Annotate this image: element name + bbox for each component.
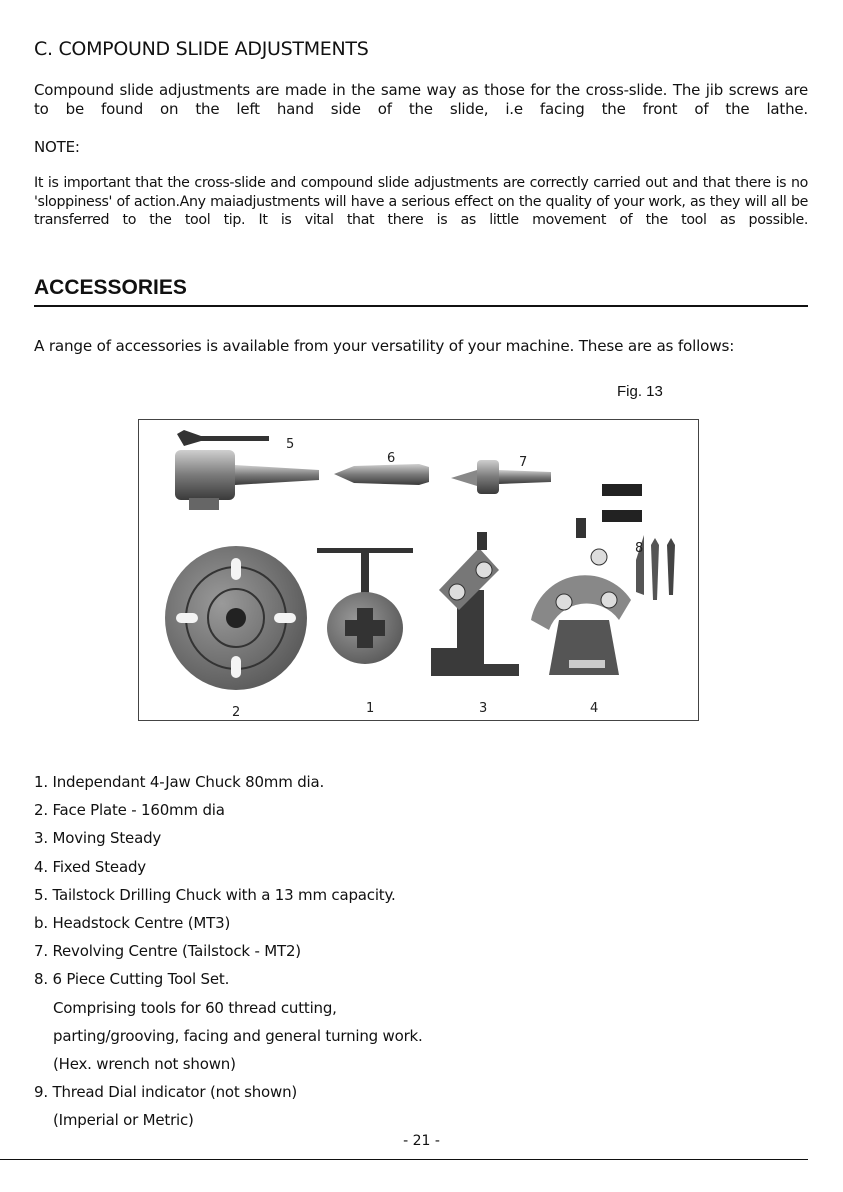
list-item: b. Headstock Centre (MT3) — [34, 914, 231, 933]
figure-number-7: 7 — [519, 455, 528, 470]
accessories-photo — [138, 419, 699, 721]
list-item: 3. Moving Steady — [34, 829, 162, 848]
section-title: C. COMPOUND SLIDE ADJUSTMENTS — [34, 38, 369, 60]
figure-number-4: 4 — [590, 701, 599, 716]
list-item: 2. Face Plate - 160mm dia — [34, 801, 225, 820]
face-plate-image — [165, 546, 307, 690]
accessories-illustration — [139, 420, 698, 720]
list-item: (Hex. wrench not shown) — [53, 1055, 236, 1074]
list-item: 8. 6 Piece Cutting Tool Set. — [34, 970, 230, 989]
list-item: 4. Fixed Steady — [34, 857, 146, 876]
accessories-intro: A range of accessories is available from your versatility of your machine. These are as follows: — [34, 337, 735, 355]
drill-chuck-image — [175, 430, 319, 510]
note-label: NOTE: — [34, 138, 80, 156]
figure-number-5: 5 — [286, 437, 295, 452]
list-item: 9. Thread Dial indicator (not shown) — [34, 1083, 298, 1102]
revolving-centre-image — [451, 460, 551, 494]
list-item: parting/grooving, facing and general turning work. — [53, 1026, 423, 1045]
list-item: Comprising tools for 60 thread cutting, — [53, 998, 337, 1017]
list-item: (Imperial or Metric) — [53, 1111, 194, 1130]
headstock-centre-image — [334, 464, 429, 485]
page-number: - 21 - — [403, 1133, 440, 1149]
compound-slide-paragraph: Compound slide adjustments are made in the same way as those for the cross-slide. The jib screws are to be found on the left hand side of the slide, i.e facing the front of the lathe. — [34, 81, 808, 118]
list-item: 7. Revolving Centre (Tailstock - MT2) — [34, 942, 301, 961]
list-item: 5. Tailstock Drilling Chuck with a 13 mm capacity. — [34, 885, 396, 904]
list-item: 1. Independant 4-Jaw Chuck 80mm dia. — [34, 773, 325, 791]
figure-number-3: 3 — [479, 701, 488, 716]
figure-number-6: 6 — [387, 451, 396, 466]
note-paragraph: It is important that the cross-slide and compound slide adjustments are correctly carried out and that there is no 'sloppiness' of action.Any maiadjustments will have a serious effect on the quality of your work, as they will all be transferred to the tool tip. It is vital that there is as little movement of the tool as possible. — [34, 175, 808, 228]
fixed-steady-image — [531, 518, 631, 675]
moving-steady-image — [431, 532, 519, 676]
figure-number-1: 1 — [366, 701, 375, 716]
figure-label: Fig. 13 — [617, 383, 663, 400]
figure-number-2: 2 — [232, 705, 241, 720]
figure-number-8: 8 — [635, 541, 644, 556]
accessories-heading: ACCESSORIES — [34, 276, 187, 299]
accessories-list — [34, 768, 423, 1135]
heading-rule — [34, 305, 808, 307]
four-jaw-chuck-image — [317, 548, 413, 664]
footer-rule — [0, 1159, 808, 1160]
